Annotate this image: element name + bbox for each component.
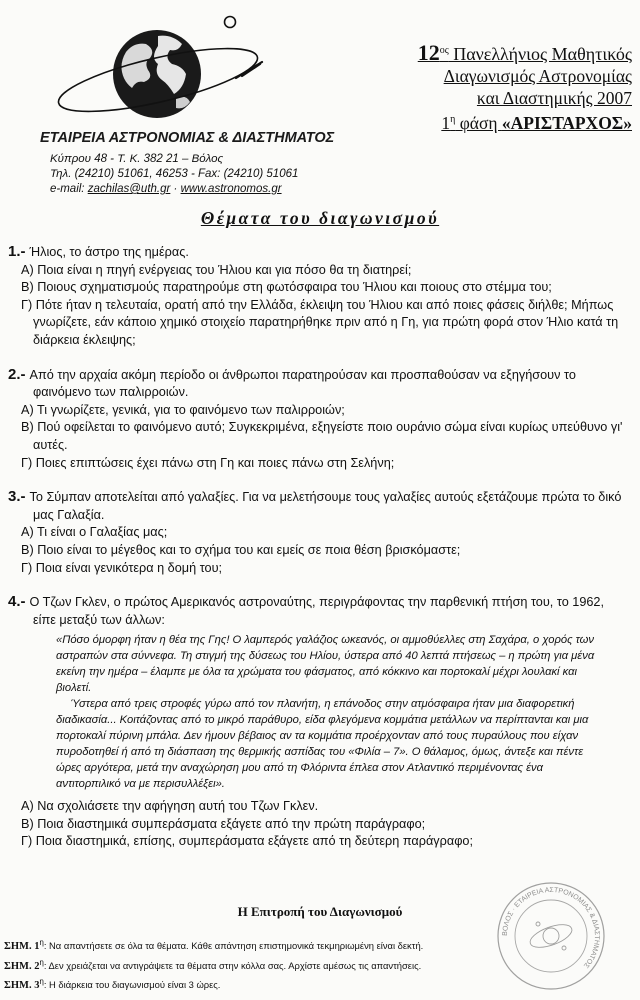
quote-paragraph-1: «Πόσο όμορφη ήταν η θέα της Γης! Ο λαμπερός γαλάζιος ωκεανός, οι αμμοθύελλες στη Σαχάρα, ο χορός των αστραπών στα σύννεφα. Τη στιγμή της δύσεως του Ηλίου, ύστερα από 40 λεπτά πτήσεως – η πρώτη για μένα εκείνη την ημέρα – έλαμπε με όλα τα χρώματα του φάσματος, από κόκκινο και πορτοκαλί μέχρι λουλακί και βιολετί. [56,634,595,695]
sub-question: Γ) Ποια είναι γενικότερα η δομή του; [21,560,223,575]
committee-signature: Η Επιτροπή του Διαγωνισμού [237,904,403,919]
question-2 [8,366,624,473]
competition-line2: Διαγωνισμός Αστρονομίας [443,66,632,86]
sub-question: Α) Ποια είναι η πηγή ενέργειας του Ήλιου και για πόσο θα τη διατηρεί; [21,262,412,277]
email-label: e-mail: [50,183,88,195]
question-intro: Από την αρχαία ακόμη περίοδο οι άνθρωποι παρατηρούσαν και προσπαθούσαν να εξηγήσουν το φαινόμενο των παλιρροιών. [29,367,576,400]
society-stamp [492,880,610,992]
question-number: 4.- [8,593,26,611]
address: Κύπρου 48 - Τ. Κ. 382 21 – Βόλος [50,153,224,165]
competition-title: $12^{o\varsigma}$ Πανελλήνιος Μαθητικός Διαγωνισμός Αστρονομίας και Διαστημικής 2007 $1^\eta$ φάση «ΑΡΙΣΤΑΡΧΟΣ» [340,40,632,134]
question-1 [8,243,624,350]
contact-block [50,152,350,197]
sub-question: Β) Ποιους σχηματισμούς παρατηρούμε στη φωτόσφαιρα του Ήλιου και ποιους στο στέμμα του; [21,280,552,295]
question-intro: Ο Τζων Γκλεν, ο πρώτος Αμερικανός αστροναύτης, περιγράφοντας την παρθενική πτήση του, το 1962, είπε μεταξύ των άλλων: [29,595,605,627]
question-number: 2.- [8,365,26,383]
sub-question: Α) Να σχολιάσετε την αφήγηση αυτή του Τζων Γκλεν. [21,799,319,814]
sub-question: Γ) Ποιες επιπτώσεις έχει πάνω στη Γη και ποιες πάνω στη Σελήνη; [21,455,395,470]
question-3 [8,488,624,577]
note-3: ΣΗΜ. $3^\eta$: Η διάρκεια του διαγωνισμού είναι 3 ώρες. [4,977,221,992]
sub-question: Β) Ποιο είναι το μέγεθος και το σχήμα του και εμείς σε ποια θέση βρισκόμαστε; [21,542,461,557]
competition-line3: και Διαστημικής 2007 [476,88,632,108]
website-link[interactable]: www.astronomos.gr [180,183,282,195]
sub-question: Α) Τι είναι ο Γαλαξίας μας; [21,525,168,540]
phones: Τηλ. (24210) 51061, 46253 - Fax: (24210) 51061 [50,168,299,180]
competition-number: 12 [417,40,440,65]
note-1: ΣΗΜ. $1^\eta$: Να απαντήσετε σε όλα τα θέματα. Κάθε απάντηση επιστημονικά τεκμηριωμένη είναι δεκτή. [4,938,424,953]
questions-list [8,243,624,867]
notes [4,935,484,994]
question-intro: Το Σύμπαν αποτελείται από γαλαξίες. Για να μελετήσουμε τους γαλαξίες αυτούς εξετάζουμε πρώτα το δικό μας Γαλαξία. [29,490,622,522]
org-name: ΕΤΑΙΡΕΙΑ ΑΣΤΡΟΝΟΜΙΑΣ & ΔΙΑΣΤΗΜΑΤΟΣ [40,130,335,146]
moon-icon [225,17,236,28]
sub-question: Β) Πού οφείλεται το φαινόμενο αυτό; Συγκεκριμένα, εξηγείστε ποιο ουράνιο σώμα είναι κυρίως υπεύθυνο γι' αυτές. [21,420,623,452]
sub-question: Γ) Ποια διαστημικά, επίσης, συμπεράσματα εξάγετε από τη δεύτερη παράγραφο; [21,834,474,849]
contact-separator: · [170,183,181,195]
question-number: 3.- [8,488,26,506]
email-link[interactable]: zachilas@uth.gr [87,183,171,195]
question-number: 1.- [8,243,26,260]
svg-text:ΒΟΛΟΣ · ΕΤΑΙΡΕΙΑ ΑΣΤΡΟΝΟΜΙΑΣ &: ΒΟΛΟΣ · ΕΤΑΙΡΕΙΑ ΑΣΤΡΟΝΟΜΙΑΣ & ΔΙΑΣΤΗΜΑΤΟΣ [501,886,601,969]
society-logo [40,14,280,126]
competition-phase: $1^\eta$ φάση «ΑΡΙΣΤΑΡΧΟΣ» [441,112,632,133]
page-title: Θέματα του διαγωνισμού [200,208,440,228]
meteor-icon [236,62,262,78]
note-2: ΣΗΜ. $2^\eta$: Δεν χρειάζεται να αντιγράψετε τα θέματα στην κόλλα σας. Αρχίστε αμέσως τις απαντήσεις. [4,957,422,972]
glenn-quote [56,632,598,792]
globe-icon [113,30,201,118]
question-4 [8,593,624,851]
sub-question: Γ) Πότε ήταν η τελευταία, ορατή από την Ελλάδα, έκλειψη του Ήλιου και από ποιες φάσεις διήλθε; Μήπως γνωρίζετε, εάν κάποιο χημικό στοιχείο παρατηρήθηκε πριν από η Γη, για πρώτη φορά στον Ήλιο κατά τη διάρκεια έκλειψης; [21,297,619,347]
sub-question: Α) Τι γνωρίζετε, γενικά, για το φαινόμενο των παλιρροιών; [21,402,345,417]
question-intro: Ήλιος, το άστρο της ημέρας. [29,245,189,259]
quote-paragraph-2: Ύστερα από τρεις στροφές γύρω από τον πλανήτη, η επάνοδος στην ατμόσφαιρα ήταν μια διαφορετική διαδικασία... Κοιτάζοντας από το μικρό παράθυρο, είδα φλεγόμενα κομμάτια μετάλλων να περίπτανται και μια πορτοκαλί πύρινη μπάλα. Δεν ήμουν βέβαιος αν τα κομμάτια προέρχονταν από τους πυραύλους που είχαν πυροδοτηθεί ή από τη διάσπαση της θερμικής ασπίδας του «Φιλία – 7». Ο θάλαμος, όμως, άντεξε και πέντε ώρες αργότερα, μετά την αναχώρηση μου από τη Φλόριντα έπλεα στον Ατλαντικό περιμένοντας ένα αντιτορπιλικό να με περισυλλέξει». [56,698,589,791]
sub-question: Β) Ποια διαστημικά συμπεράσματα εξάγετε από την πρώτη παράγραφο; [21,816,426,831]
contact-online [50,182,350,197]
